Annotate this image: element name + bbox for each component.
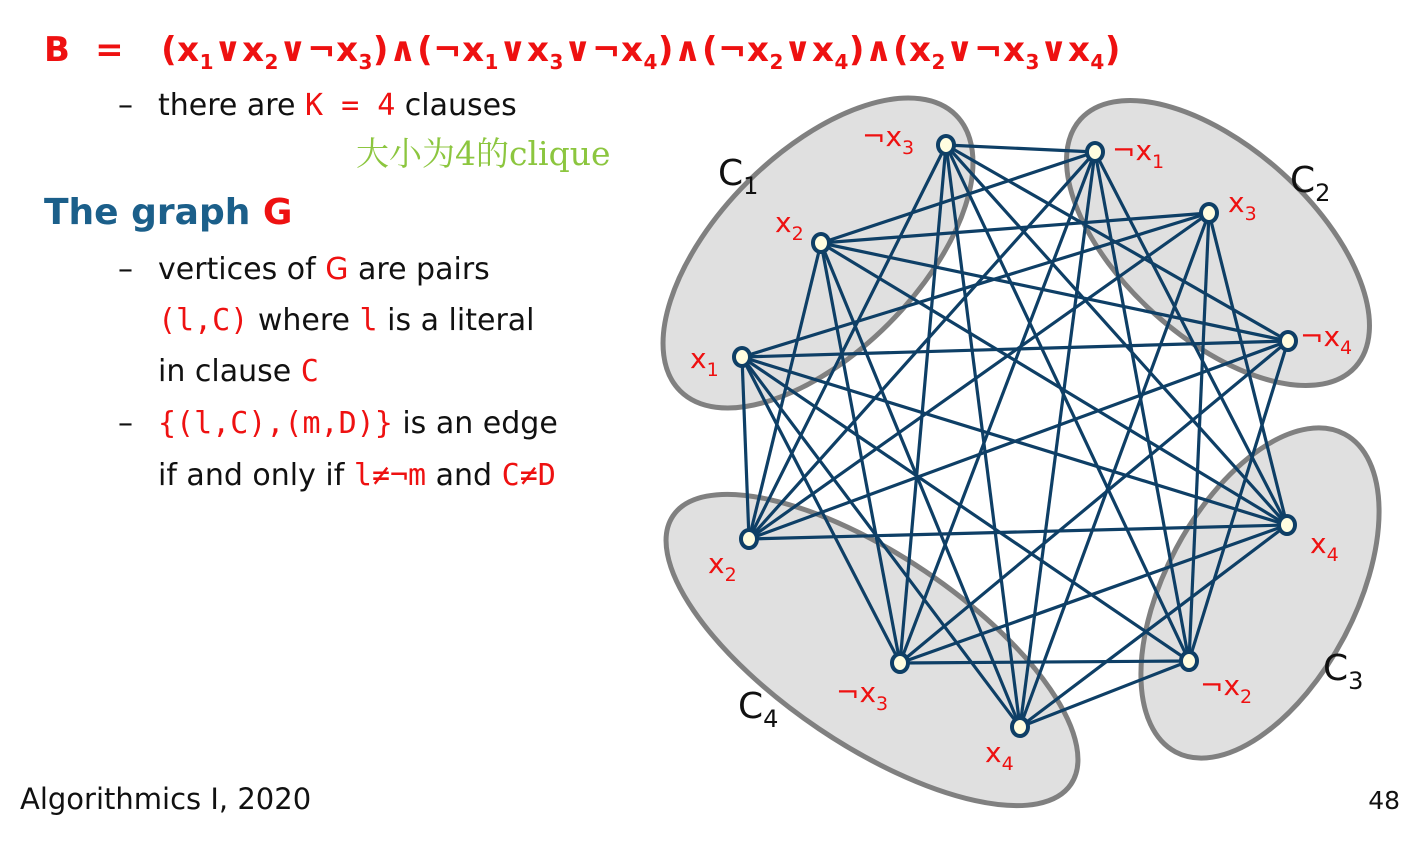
g-symbol: G bbox=[325, 252, 349, 287]
text: are pairs bbox=[348, 252, 490, 287]
vertex-c3nx2 bbox=[1181, 652, 1197, 670]
vertex-label-c3x4: $x_4$ bbox=[1310, 527, 1339, 566]
vertex-c4x4 bbox=[1012, 718, 1028, 736]
pair-notation: (l,C) bbox=[158, 303, 249, 338]
dash-clauses: – bbox=[118, 88, 133, 123]
condition-2: C≠D bbox=[501, 458, 556, 493]
clause-label-c3: $C_3$ bbox=[1323, 648, 1364, 695]
condition-1: l≠¬m bbox=[353, 458, 427, 493]
text: vertices of bbox=[158, 252, 326, 287]
vertex-c1nx3 bbox=[938, 136, 954, 154]
text: where bbox=[248, 303, 360, 338]
formula-lhs: B bbox=[44, 30, 71, 70]
clauses-text-2: clauses bbox=[395, 88, 517, 123]
dash-bullet-1: – bbox=[118, 252, 133, 287]
text: in clause bbox=[158, 354, 301, 389]
clique-annotation: 大小为4的clique bbox=[356, 134, 611, 173]
clause-label-c1: $C_1$ bbox=[718, 153, 759, 200]
vertex-label-c1nx3: $\neg x_3$ bbox=[862, 120, 915, 159]
vertex-label-c2nx1: $\neg x_1$ bbox=[1112, 134, 1165, 173]
vertex-c2nx1 bbox=[1087, 143, 1103, 161]
clause-label-c4: $C_4$ bbox=[738, 686, 779, 733]
footer: Algorithmics I, 2020 bbox=[20, 782, 312, 816]
edge-c3nx2-c4nx3 bbox=[900, 661, 1189, 663]
vertex-label-c1x1: $x_1$ bbox=[690, 342, 719, 381]
text: is an edge bbox=[392, 406, 558, 441]
clause-symbol: C bbox=[300, 354, 319, 389]
clauses-text-1: there are bbox=[158, 88, 305, 123]
edge-notation: {(l,C),(m,D)} bbox=[158, 406, 393, 441]
text: if and only if bbox=[158, 458, 354, 493]
text: and bbox=[426, 458, 502, 493]
vertex-label-c4x2: $x_2$ bbox=[708, 547, 737, 586]
vertex-c2x3 bbox=[1201, 204, 1217, 222]
formula-B: $B = (x_1\vee x_2\vee\neg x_3)\wedge(\neg x_1\vee x_3\vee\neg x_4)\wedge(\neg x_2\vee x_4)\wedge(x_2\vee\neg x_3\vee x_4)$ bbox=[44, 30, 1121, 74]
vertex-label-c4x4: $x_4$ bbox=[985, 736, 1014, 775]
vertex-c2nx4 bbox=[1280, 332, 1296, 350]
literal-symbol: l bbox=[359, 303, 378, 338]
dash-bullet-2: – bbox=[118, 406, 133, 441]
graph-heading-text: The graph bbox=[44, 192, 263, 233]
clause-label-c2: $C_2$ bbox=[1290, 160, 1331, 207]
k-value: K = 4 bbox=[304, 88, 396, 123]
vertex-c4x2 bbox=[741, 530, 757, 548]
vertex-label-c2nx4: $\neg x_4$ bbox=[1300, 320, 1353, 359]
vertex-c4nx3 bbox=[892, 654, 908, 672]
vertex-c1x1 bbox=[734, 348, 750, 366]
graph-heading-g: G bbox=[262, 192, 293, 233]
page-number: 48 bbox=[1368, 786, 1400, 815]
vertex-label-c2x3: $x_3$ bbox=[1228, 186, 1257, 225]
vertex-c1x2 bbox=[813, 234, 829, 252]
clause-ellipse-3 bbox=[1092, 389, 1426, 796]
vertex-label-c3nx2: $\neg x_2$ bbox=[1200, 669, 1253, 708]
vertex-label-c1x2: $x_2$ bbox=[775, 206, 804, 245]
text: is a literal bbox=[377, 303, 535, 338]
vertex-label-c4nx3: $\neg x_3$ bbox=[836, 676, 889, 715]
vertex-c3x4 bbox=[1279, 516, 1295, 534]
